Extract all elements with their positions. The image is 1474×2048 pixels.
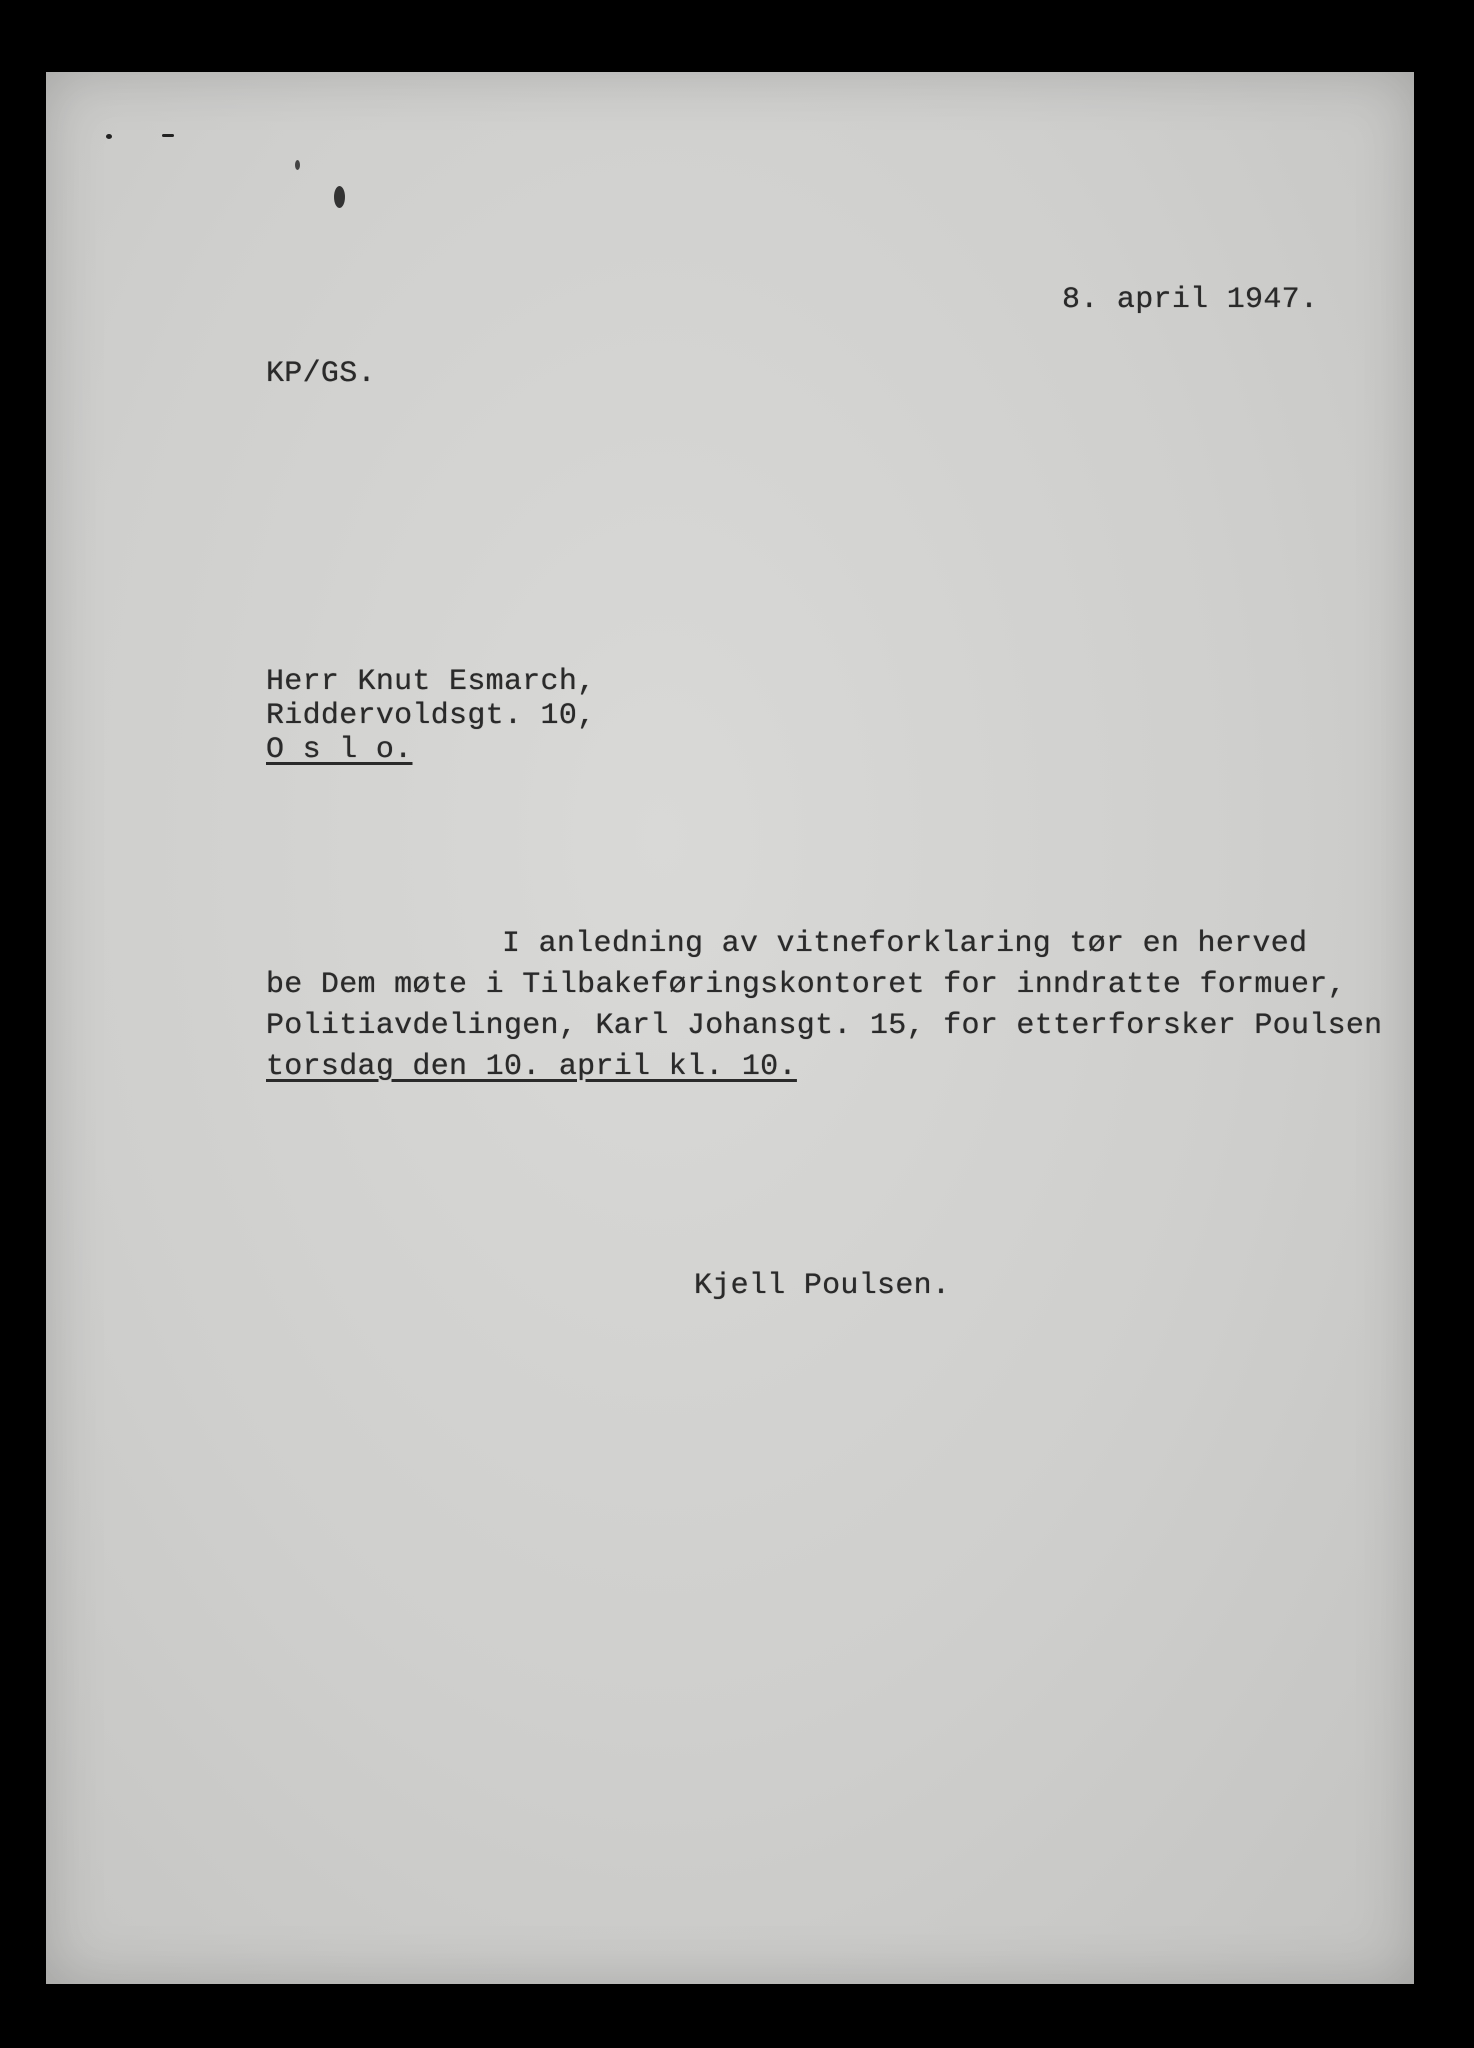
letter-sheet — [46, 72, 1414, 1984]
recipient-name: Herr Knut Esmarch, — [266, 665, 596, 699]
body-line-2: be Dem møte i Tilbakeføringskontoret for inndratte formuer, — [266, 968, 1346, 1002]
recipient-city: O s l o. — [266, 733, 413, 767]
body-line-3: Politiavdelingen, Karl Johansgt. 15, for etterforsker Poulsen — [266, 1009, 1383, 1043]
letter-date: 8. april 1947. — [1062, 283, 1319, 317]
scan-speck — [295, 160, 300, 170]
letter-reference: KP/GS. — [266, 357, 376, 391]
body-line-1: I anledning av vitneforklaring tør en herved — [502, 927, 1308, 961]
scan-speck — [106, 134, 112, 139]
scan-speck — [162, 134, 174, 137]
recipient-street: Riddervoldsgt. 10, — [266, 699, 596, 733]
body-line-4: torsdag den 10. april kl. 10. — [266, 1050, 797, 1084]
signature-name: Kjell Poulsen. — [694, 1269, 951, 1303]
scan-speck — [334, 186, 345, 208]
